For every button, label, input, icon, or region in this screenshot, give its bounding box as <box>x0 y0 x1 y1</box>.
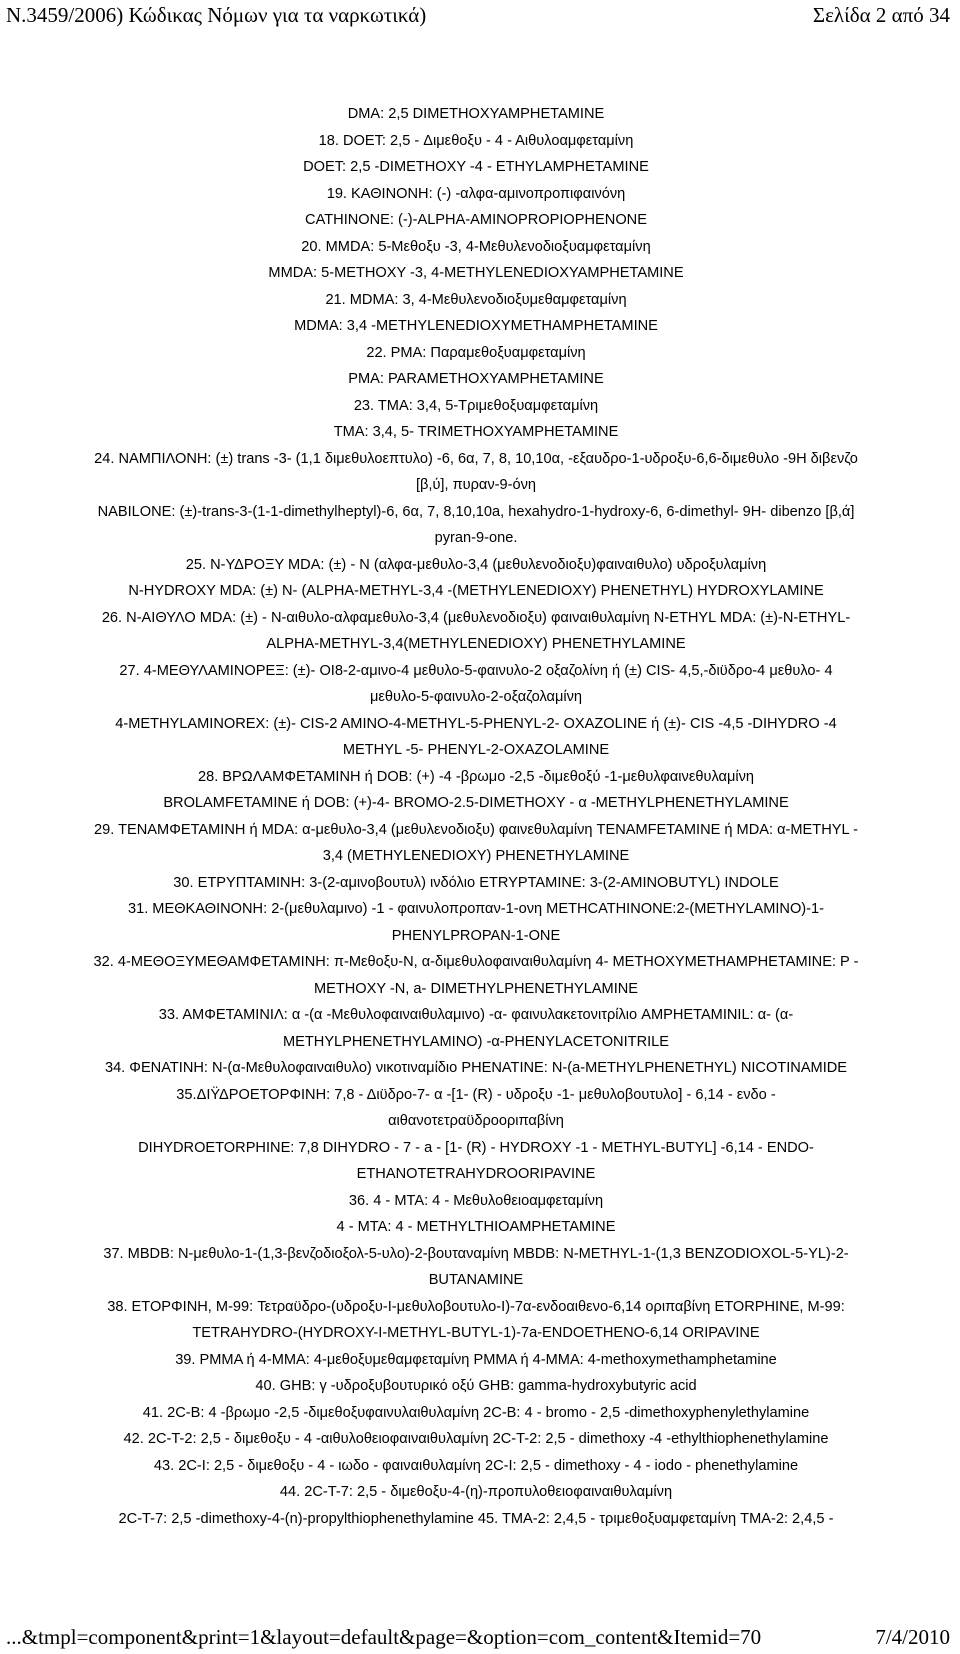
text-line: 24. ΝΑΜΠΙΛΟΝΗ: (±) trans -3- (1,1 διμεθυλοεπτυλο) -6, 6α, 7, 8, 10,10α, -εξαυδρο-1-υδροξυ-6,6-διμεθυλο -9Η διβενζο <box>94 450 858 467</box>
text-line: DMA: 2,5 DIMETHOXYAMPHETAMINE <box>347 106 605 122</box>
text-line: [β,ύ], πυραν-9-όνη <box>415 477 537 493</box>
text-line: 31. ΜΕΘΚΑΘΙΝΟΝΗ: 2-(μεθυλαμινο) -1 - φαινυλοπροπαν-1-ονη METHCATHINONE:2-(METHYLAMINO)-1- <box>127 901 825 917</box>
text-line: 39. PMMA ή 4-MMA: 4-μεθοξυμεθαμφεταμίνη PMMA ή 4-MMA: 4-methoxymethamphetamine <box>175 1351 777 1368</box>
text-line: TMA: 3,4, 5- TRIMETHOXYAMPHETAMINE <box>333 424 619 440</box>
text-line: 44. 2C-T-7: 2,5 - διμεθοξυ-4-(η)-προπυλοθειοφαιναιθυλαμίνη <box>279 1484 673 1500</box>
footer-date: 7/4/2010 <box>875 1625 950 1649</box>
text-line: 20. MMDA: 5-Μεθοξυ -3, 4-Μεθυλενοδιοξυαμφεταμίνη <box>301 238 651 255</box>
text-line: 35.ΔΙΫΔΡΟΕΤΟΡΦΙΝΗ: 7,8 - Διϋδρο-7- α -[1- (R) - υδροξυ -1- μεθυλοβουτυλο] - 6,14 - ενδο - <box>176 1086 776 1103</box>
text-line: BUTANAMINE <box>428 1272 524 1288</box>
text-line: METHOXY -N, a- DIMETHYLPHENETHYLAMINE <box>313 980 639 997</box>
text-line: DIHYDROETORPHINE: 7,8 DIHYDRO - 7 - a - [1- (R) - HYDROXY -1 - METHYL-BUTYL] -6,14 - ENDO- <box>138 1139 814 1156</box>
text-line: 2C-T-7: 2,5 -dimethoxy-4-(n)-propylthiophenethylamine 45. TMA-2: 2,4,5 - τριμεθοξυαμφεταμίνη TMA-2: 2,4,5 - <box>118 1510 834 1527</box>
text-line: 41. 2C-B: 4 -βρωμο -2,5 -διμεθοξυφαινυλαιθυλαμίνη 2C-B: 4 - bromo - 2,5 -dimethoxyphenylethylamine <box>142 1404 810 1421</box>
page-footer <box>6 1622 950 1652</box>
text-line: MMDA: 5-METHOXY -3, 4-METHYLENEDIOXYAMPHETAMINE <box>268 265 684 281</box>
text-line: 30. ΕΤΡΥΠΤΑΜΙΝΗ: 3-(2-αμινοβουτυλ) ινδόλιο ETRYPTAMINE: 3-(2-AMINOBUTYL) INDOLE <box>173 874 779 891</box>
document-body <box>28 101 924 1532</box>
text-line: 34. ΦΕΝΑΤΙΝΗ: Ν-(α-Μεθυλοφαιναιθυλο) νικοτιναμίδιο PHENATINE: N-(a-METHYLPHENETHYL) NICOTINAMIDE <box>104 1060 848 1076</box>
text-line: ALPHA-METHYL-3,4(METHYLENEDIOXY) PHENETHYLAMINE <box>266 636 686 652</box>
text-line: 19. ΚΑΘΙΝΟΝΗ: (-) -αλφα-αμινοπροπιφαινόνη <box>326 185 626 202</box>
text-line: 32. 4-ΜΕΘΟΞΥΜΕΘΑΜΦΕΤΑΜΙΝΗ: π-Μεθοξυ-Ν, α-διμεθυλοφαιναιθυλαμίνη 4- METHOXYMETHAMPHETAMINE: P - <box>93 954 859 970</box>
text-line: BROLAMFETAMINE ή DOB: (+)-4- BROMO-2.5-DIMETHOXY - α -METHYLPHENETHYLAMINE <box>163 795 789 811</box>
text-line: 40. GHB: γ -υδροξυβουτυρικό οξύ GHB: gamma-hydroxybutyric acid <box>255 1378 697 1394</box>
text-line: 25. Ν-ΥΔΡΟΞΥ MDA: (±) - Ν (αλφα-μεθυλο-3,4 (μεθυλενοδιοξυ)φαιναιθυλο) υδροξυλαμίνη <box>185 556 767 573</box>
text-line: NABILONE: (±)-trans-3-(1-1-dimethylheptyl)-6, 6α, 7, 8,10,10a, hexahydro-1-hydroxy-6, 6-dimethyl- 9H- dibenzo [β,ά] <box>97 503 855 520</box>
text-line: METHYLPHENETHYLAMINO) -α-PHENYLACETONITRILE <box>282 1033 670 1050</box>
text-line: 33. ΑΜΦΕΤΑΜΙΝΙΛ: α -(α -Μεθυλοφαιναιθυλαμινο) -α- φαινυλακετονιτρίλιο AMPHETAMINIL: α- (α- <box>158 1007 794 1023</box>
text-line: N-HYDROXY MDA: (±) N- (ALPHA-METHYL-3,4 -(METHYLENEDIOXY) PHENETHYL) HYDROXYLAMINE <box>128 583 824 599</box>
text-line: TETRAHYDRO-(HYDROXY-I-METHYL-BUTYL-1)-7a-ENDOETHENO-6,14 ORIPAVINE <box>192 1325 760 1341</box>
text-line: 36. 4 - MTA: 4 - Μεθυλοθειοαμφεταμίνη <box>348 1192 604 1209</box>
text-line: 4 - MTA: 4 - METHYLTHIOAMPHETAMINE <box>336 1219 616 1235</box>
text-line: PHENYLPROPAN-1-ONE <box>391 927 561 944</box>
text-line: 43. 2C-I: 2,5 - διμεθοξυ - 4 - ιωδο - φαιναιθυλαμίνη 2C-I: 2,5 - dimethoxy - 4 - iodo - phenethylamine <box>153 1457 799 1474</box>
text-line: 26. Ν-ΑΙΘΥΛΟ MDA: (±) - Ν-αιθυλο-αλφαμεθυλο-3,4 (μεθυλενοδιοξυ) φαιναιθυλαμίνη N-ETHYL MDA: (±)-N-ETHYL- <box>101 609 851 626</box>
text-line: METHYL -5- PHENYL-2-OXAZOLAMINE <box>342 742 610 758</box>
page-header <box>6 0 950 30</box>
footer-url: ...&tmpl=component&print=1&layout=default&page=&option=com_content&Itemid=70 <box>6 1625 762 1649</box>
text-line: MDMA: 3,4 -METHYLENEDIOXYMETHAMPHETAMINE <box>294 318 658 334</box>
text-line: μεθυλο-5-φαινυλο-2-οξαζολαμίνη <box>369 689 583 705</box>
text-line: 29. ΤΕΝΑΜΦΕΤΑΜΙΝΗ ή MDA: α-μεθυλο-3,4 (μεθυλενοδιοξυ) φαινεθυλαμίνη TENAMFETAMINE ή MDA: α-METHYL - <box>94 821 858 838</box>
text-line: DOET: 2,5 -DIMETHOXY -4 - ETHYLAMPHETAMINE <box>303 159 649 175</box>
text-line: 18. DOET: 2,5 - Διμεθοξυ - 4 - Αιθυλοαμφεταμίνη <box>318 132 634 149</box>
text-line: PMA: PARAMETHOXYAMPHETAMINE <box>348 371 604 387</box>
text-line: pyran-9-one. <box>434 530 518 546</box>
text-line: αιθανοτετραϋδροοριπαβίνη <box>388 1113 564 1129</box>
text-line: 22. PMA: Παραμεθοξυαμφεταμίνη <box>366 344 586 361</box>
text-line: 21. MDMA: 3, 4-Μεθυλενοδιοξυμεθαμφεταμίνη <box>325 291 627 308</box>
text-line: 38. ΕΤΟΡΦΙΝΗ, M-99: Τετραϋδρο-(υδροξυ-Ι-μεθυλοβουτυλο-Ι)-7α-ενδοαιθενο-6,14 οριπαβίνη ETORPHINE, M-99: <box>107 1298 845 1315</box>
text-line: 3,4 (METHYLENEDIOXY) PHENETHYLAMINE <box>322 848 630 864</box>
page-number: Σελίδα 2 από 34 <box>812 3 950 27</box>
text-line: ETHANOTETRAHYDROORIPAVINE <box>356 1166 596 1182</box>
text-line: 23. TMA: 3,4, 5-Τριμεθοξυαμφεταμίνη <box>353 397 599 414</box>
text-line: 37. MBDB: Ν-μεθυλο-1-(1,3-βενζοδιοξολ-5-υλο)-2-βουταναμίνη MBDB: N-METHYL-1-(1,3 BENZODIOXOL-5-YL)-2- <box>103 1245 849 1262</box>
text-line: 4-METHYLAMINOREX: (±)- CIS-2 AMINO-4-METHYL-5-PHENYL-2- OXAZOLINE ή (±)- CIS -4,5 -DIHYDRO -4 <box>115 715 837 732</box>
document-title: N.3459/2006) Κώδικας Νόμων για τα ναρκωτικά) <box>6 3 427 27</box>
text-line: 27. 4-ΜΕΘΥΛΑΜΙΝΟΡΕΞ: (±)- ΟΙ8-2-αμινο-4 μεθυλο-5-φαινυλο-2 οξαζολίνη ή (±) CIS- 4,5,-διϋδρο-4 μεθυλο- 4 <box>119 662 833 679</box>
text-line: 42. 2C-T-2: 2,5 - διμεθοξυ - 4 -αιθυλοθειοφαιναιθυλαμίνη 2C-T-2: 2,5 - dimethoxy -4 -ethylthiophenethylamine <box>123 1431 829 1447</box>
text-line: 28. ΒΡΩΛΑΜΦΕΤΑΜΙΝΗ ή DOB: (+) -4 -βρωμο -2,5 -διμεθοξύ -1-μεθυλφαινεθυλαμίνη <box>197 768 755 785</box>
text-line: CATHINONE: (-)-ALPHA-AMINOPROPIOPHENONE <box>305 212 647 228</box>
